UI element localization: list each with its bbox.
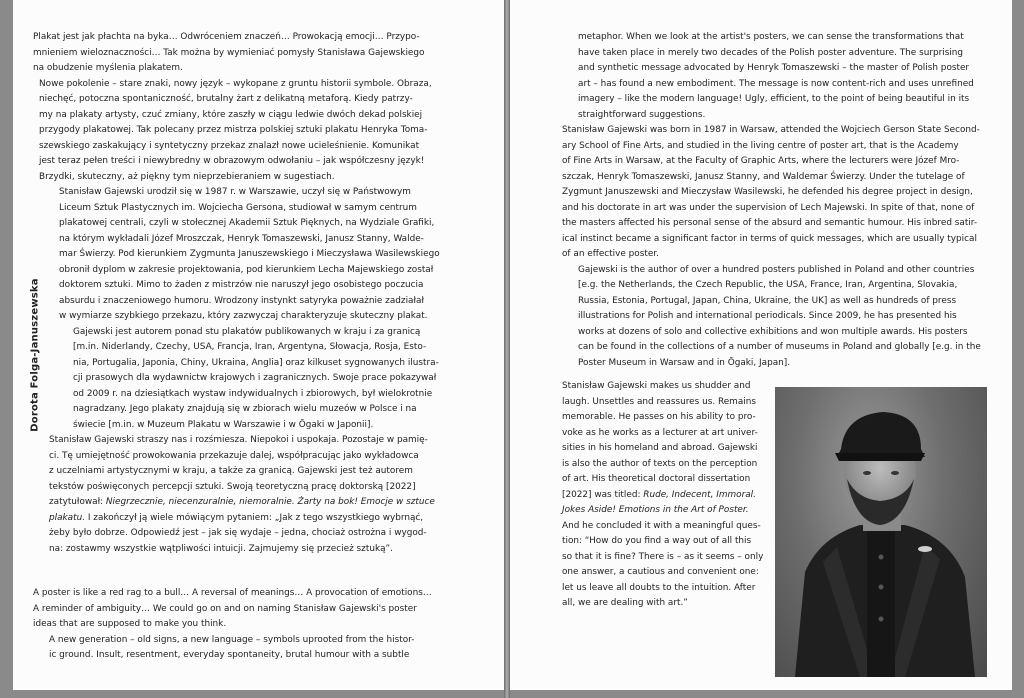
text-line: ci. Tę umiejętność prowokowania przekazuje dalej, współpracując jako wykładowca	[49, 450, 419, 461]
text-line: [e.g. the Netherlands, the Czech Republic, the USA, France, Iran, Argentina, Slovakia,	[578, 280, 958, 290]
text-line: szewskiego zaskakujący i syntetyczny przekaz znalazł nowe ucieleśnienie. Komunikat	[39, 140, 420, 151]
text-line: art – has found a new embodiment. The message is now content-rich and uses unrefined	[578, 78, 974, 89]
text-line: mar Świerzy. Pod kierunkiem Zygmunta Januszewskiego i Mieczysława Wasilewskiego	[59, 249, 440, 259]
text-line: the masters affected his personal sense of the absurd and semantic humour. His inbred satir-	[562, 218, 978, 228]
text-line: Stanisław Gajewski makes us shudder and	[562, 381, 751, 391]
text-line: so that it is fine? There is – as it seems – only	[562, 551, 764, 562]
text-line: have taken place in merely two decades of the Polish poster adventure. The surprising	[578, 47, 964, 58]
text-line: od 2009 r. na dziesiątkach wystaw indywidualnych i zbiorowych, był wielokrotnie	[73, 388, 433, 399]
text-line: of an effective poster.	[562, 249, 659, 259]
text-line: ic ground. Insult, resentment, everyday spontaneity, brutal humour with a subtle	[49, 650, 410, 660]
text-line: obronił dyplom w zakresie projektowania, pod kierunkiem Lecha Majewskiego został	[59, 264, 434, 275]
text-line: plakatu. I zakończył ją wiele mówiącym pytaniem: „Jak z tego wszystkiego wybrnąć,	[49, 512, 424, 523]
text-line: plakatowej centrali, czyli w stołecznej Akademii Sztuk Pięknych, na Wydziale Grafiki,	[59, 218, 435, 228]
text-line: Gajewski is the author of over a hundred posters published in Poland and other countries	[578, 264, 975, 275]
text-line: jest teraz pełen treści i niewybredny w obrazowym odwołaniu – jak współczesny język!	[39, 156, 425, 166]
text-line: and synthetic message advocated by Henryk Tomaszewski – the master of Polish poster	[578, 63, 970, 73]
text-line: Nowe pokolenie – stare znaki, nowy język – wykopane z gruntu historii symbole. Obraza,	[39, 78, 432, 89]
text-line: doktorem sztuki. Mimo to żaden z mistrzów nie naruszył jego osobistego poczucia	[59, 280, 424, 290]
text-line: zatytułował: Niegrzecznie, niecenzuralnie, niemoralnie. Żarty na bok! Emocje w sztuce	[49, 497, 435, 507]
text-line: works at dozens of solo and collective exhibitions and won multiple awards. His posters	[578, 326, 968, 337]
text-line: na: zostawmy wszystkie wątpliwości intuicji. Zajmujemy się przecież sztuką”.	[49, 543, 393, 554]
text-line: voke as he works as a lecturer at art univer-	[562, 427, 758, 438]
english-text-block-beside-photo	[562, 379, 763, 612]
text-line: is also the author of texts on the perception	[562, 458, 758, 469]
text-line: let us leave all doubts to the intuition. After	[562, 582, 756, 593]
text-line: Stanisław Gajewski was born in 1987 in Warsaw, attended the Wojciech Gerson State Second-	[562, 125, 980, 135]
text-line: ideas that are supposed to make you think.	[33, 619, 227, 629]
english-text-block-continued	[562, 30, 981, 371]
text-line: Gajewski jest autorem ponad stu plakatów publikowanych w kraju i za granicą	[73, 326, 421, 337]
text-line: imagery – like the modern language! Ugly, efficient, to the point of being beautiful in its	[578, 94, 970, 104]
artist-portrait-photo	[775, 387, 987, 677]
text-line: nagradzany. Jego plakaty znajdują się w zbiorach wielu muzeów w Polsce i na	[73, 404, 417, 414]
text-line: Jokes Aside! Emotions in the Art of Poster.	[562, 505, 749, 515]
text-line: ical instinct became a significant factor in terms of quick messages, which are usually typical	[562, 233, 977, 244]
text-line: mnieniem wieloznaczności… Tak można by wymieniać pomysły Stanisława Gajewskiego	[33, 47, 425, 58]
text-line: Brzydki, skuteczny, aż piękny tym nieprzebieraniem w sugestiach.	[39, 171, 335, 182]
text-line: memorable. He passes on his ability to pro-	[562, 412, 756, 422]
text-line: niechęć, potoczna spontaniczność, brutalny żart z delikatną metaforą. Kiedy patrzy-	[39, 94, 413, 104]
text-line: nia, Portugalia, Japonia, Chiny, Ukraina, Anglia] oraz kilkuset sygnowanych ilustra-	[73, 357, 439, 368]
text-line: na obudzenie myślenia plakatem.	[33, 63, 183, 73]
text-line: ary School of Fine Arts, and studied in the living centre of poster art, that is the Academy	[562, 140, 959, 151]
author-name-text: Dorota Folga-Januszewska	[29, 278, 41, 432]
text-line: A reminder of ambiguity… We could go on and on naming Stanisław Gajewski's poster	[33, 603, 417, 614]
text-line: laugh. Unsettles and reassures us. Remains	[562, 396, 756, 407]
text-line: metaphor. When we look at the artist's posters, we can sense the transformations that	[578, 32, 964, 42]
text-line: Zygmunt Januszewski and Mieczysław Wasilewski, he defended his degree project in design,	[562, 187, 973, 197]
text-line: all, we are dealing with art.”	[562, 598, 688, 608]
text-line: Liceum Sztuk Plastycznych im. Wojciecha Gersona, studiował w samym centrum	[59, 202, 417, 213]
polish-text-block	[33, 30, 440, 557]
text-line: tion: “How do you find a way out of all this	[562, 536, 752, 546]
text-line: absurdu i znaczeniowego humoru. Wrodzony instynkt satyryka poważnie zadziałał	[59, 295, 424, 306]
text-line: illustrations for Polish and international periodicals. Since 2009, he has presented his	[578, 311, 957, 321]
text-line: przygody plakatowej. Tak polecany przez mistrza polskiej sztuki plakatu Henryka Toma-	[39, 125, 428, 135]
text-line: Stanisław Gajewski straszy nas i rozśmiesza. Niepokoi i uspokaja. Pozostaje w pamię-	[49, 435, 428, 445]
text-line: can be found in the collections of a number of museums in Poland and globally [e.g. in the	[578, 342, 981, 352]
text-line: żeby było dobrze. Odpowiedź jest – jak się wydaje – jedna, chociaż ostrożna i wygod-	[49, 528, 427, 538]
right-page	[510, 0, 1012, 690]
text-line: A poster is like a red rag to a bull… A reversal of meanings… A provocation of emotions…	[33, 588, 432, 598]
text-line: [m.in. Niderlandy, Czechy, USA, Francja, Iran, Argentyna, Słowacja, Rosja, Esto-	[73, 342, 427, 352]
text-line: tekstów poświęconych percepcji sztuki. Swoją teoretyczną pracę doktorską [2022]	[49, 481, 416, 492]
text-line: A new generation – old signs, a new language – symbols uprooted from the histor-	[49, 634, 415, 645]
text-line: świecie [m.in. w Muzeum Plakatu w Warszawie i w Ōgaki w Japonii].	[73, 419, 374, 430]
text-line: Russia, Estonia, Portugal, Japan, China, Ukraine, the UK] as well as hundreds of press	[578, 295, 957, 306]
left-page	[13, 0, 504, 690]
text-line: my na plakaty artysty, czuć zmiany, które zaszły w ciągu ledwie dwóch dekad polskiej	[39, 109, 423, 120]
text-line: And he concluded it with a meaningful ques-	[562, 520, 761, 531]
text-line: w wymiarze szybkiego przekazu, który zazwyczaj charakteryzuje skuteczny plakat.	[59, 311, 428, 321]
text-line: z uczelniami artystycznymi w kraju, a także za granicą. Gajewski jest też autorem	[49, 466, 413, 476]
text-line: Poster Museum in Warsaw and in Ōgaki, Japan].	[578, 357, 791, 368]
text-line: of art. His theoretical doctoral dissertation	[562, 474, 751, 484]
text-line: straightforward suggestions.	[578, 109, 706, 120]
text-line: and his doctorate in art was under the supervision of Lech Majewski. In spite of that, none of	[562, 202, 975, 213]
text-line: szczak, Henryk Tomaszewski, Janusz Stanny, and Waldemar Świerzy. Under the tutelage of	[562, 171, 965, 182]
text-line: cji prasowych dla wydawnictw krajowych i zagranicznych. Swoje prace pokazywał	[73, 373, 437, 383]
text-line: na którym wykładali Józef Mroszczak, Henryk Tomaszewski, Janusz Stanny, Walde-	[59, 233, 424, 244]
text-line: sities in his homeland and abroad. Gajewski	[562, 443, 758, 453]
text-line: Stanisław Gajewski urodził się w 1987 r. w Warszawie, uczył się w Państwowym	[59, 187, 411, 197]
text-line: of Fine Arts in Warsaw, at the Faculty of Graphic Arts, where the lecturers were Józef Mro-	[562, 156, 960, 166]
english-text-block	[33, 586, 432, 664]
text-line: Plakat jest jak płachta na byka… Odwróceniem znaczeń… Prowokacją emocji… Przypo-	[33, 32, 420, 42]
text-line: [2022] was titled: Rude, Indecent, Immoral.	[562, 489, 756, 500]
text-line: one answer, a cautious and convenient one:	[562, 567, 759, 577]
